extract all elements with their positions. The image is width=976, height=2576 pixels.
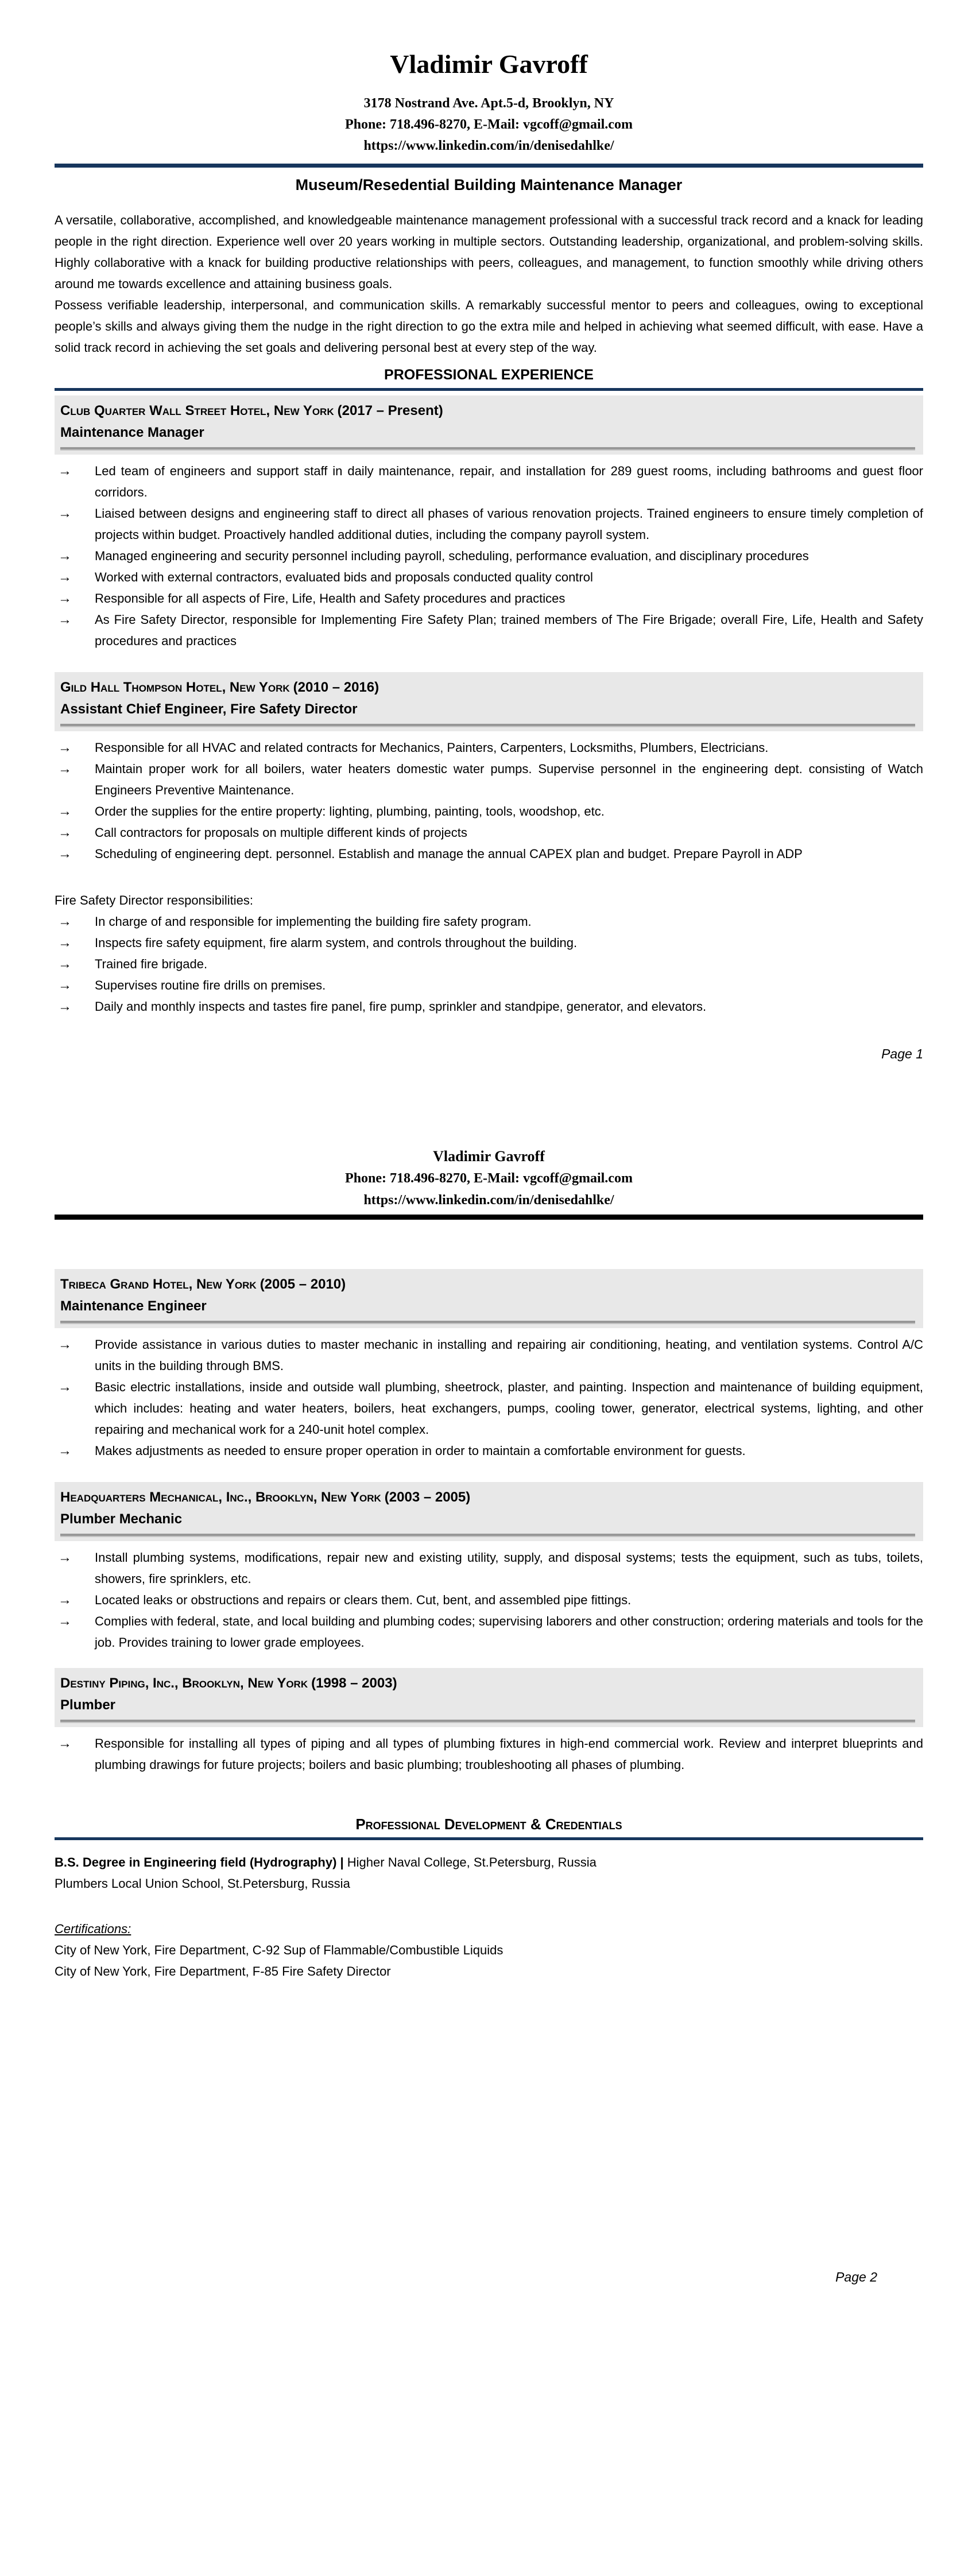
bullet-text: Inspects fire safety equipment, fire alarm system, and controls throughout the building. <box>95 936 578 950</box>
arrow-bullet-icon: → <box>58 977 72 993</box>
arrow-bullet-icon: → <box>58 1337 72 1352</box>
job-header-headquarters <box>55 1482 923 1541</box>
degree-bold: B.S. Degree in Engineering field (Hydrography) | <box>55 1855 344 1869</box>
arrow-bullet-icon: → <box>58 591 72 606</box>
arrow-bullet-icon: → <box>58 569 72 585</box>
list-item <box>55 1611 923 1653</box>
arrow-bullet-icon: → <box>58 761 72 777</box>
page2-header-divider <box>55 1215 923 1220</box>
arrow-bullet-icon: → <box>58 740 72 755</box>
list-item <box>55 953 923 975</box>
list-item <box>55 588 923 609</box>
job-company-line <box>60 1673 915 1694</box>
arrow-bullet-icon: → <box>58 612 72 627</box>
list-item <box>55 545 923 567</box>
arrow-bullet-icon: → <box>58 935 72 951</box>
list-item <box>55 911 923 932</box>
bullet-text: Daily and monthly inspects and tastes fire panel, fire pump, sprinkler and standpipe, generator, and elevators. <box>95 999 707 1014</box>
job-bullet-list <box>55 1547 923 1653</box>
job-header-rule <box>60 447 915 451</box>
arrow-bullet-icon: → <box>58 506 72 521</box>
page-title: Vladimir Gavroff <box>433 1148 545 1165</box>
page-number-footer: Page 2 <box>835 2269 877 2284</box>
list-item <box>55 1733 923 1775</box>
degree-school: Higher Naval College, St.Petersburg, Russia <box>343 1855 597 1869</box>
page2-contact-block <box>55 1146 923 1211</box>
summary-section <box>55 210 923 358</box>
bullet-text: Responsible for all aspects of Fire, Life, Health and Safety procedures and practices <box>95 591 566 606</box>
resume-document <box>0 51 976 2285</box>
job-title: Maintenance Manager <box>60 425 204 440</box>
certification-line: City of New York, Fire Department, F-85 Fire Safety Director <box>55 1964 391 1978</box>
summary-paragraph: A versatile, collaborative, accomplished, and knowledgeable maintenance management professional with a successful track record and a knack for leading people in the right direction. Experience well over 20 years working in multiple sectors. Outstanding leadership, organizational, and problem-solving skills. Highly collaborative with a knack for building productive relationships with peers, colleagues, and management, to function smoothly while driving others around me towards excellence and attaining business goals. <box>55 213 923 291</box>
job-title: Plumber Mechanic <box>60 1511 183 1527</box>
list-item <box>55 1440 923 1461</box>
list-item <box>55 1376 923 1440</box>
company-name: Tribeca Grand Hotel, New York <box>60 1277 257 1292</box>
bullet-text: Call contractors for proposals on multiple different kinds of projects <box>95 825 467 840</box>
linkedin-url: https://www.linkedin.com/in/denisedahlke/ <box>363 1193 614 1208</box>
arrow-bullet-icon: → <box>58 825 72 840</box>
job-title: Plumber <box>60 1697 116 1713</box>
bullet-text: Led team of engineers and support staff in daily maintenance, repair, and installation for 289 guest rooms, including bathrooms and guest floor corridors. <box>95 464 923 499</box>
linkedin-url: https://www.linkedin.com/in/denisedahlke/ <box>363 138 614 153</box>
job-company-line <box>60 677 915 699</box>
job-header-rule <box>60 1321 915 1324</box>
bullet-text: Responsible for all HVAC and related contracts for Mechanics, Painters, Carpenters, Locksmiths, Plumbers, Electricians. <box>95 740 769 755</box>
job-header-rule <box>60 1534 915 1537</box>
job-bullet-list <box>55 1733 923 1775</box>
contact-block <box>55 93 923 157</box>
section-heading-credentials: Professional Development & Credentials <box>355 1815 622 1833</box>
education-line: Plumbers Local Union School, St.Petersburg, Russia <box>55 1876 350 1891</box>
bullet-text: Complies with federal, state, and local building and plumbing codes; supervising laborers and other construction; ordering materials and tools for the job. Provides training to lower grade employees. <box>95 1614 923 1650</box>
fire-safety-responsibilities-label: Fire Safety Director responsibilities: <box>55 893 254 907</box>
list-item <box>55 567 923 588</box>
summary-paragraph: Possess verifiable leadership, interpersonal, and communication skills. A remarkably successful mentor to peers and colleagues, owing to exceptional people’s skills and always giving them the nudge in the right direction to go the extra mile and helped in achieving what seemed difficult, with ease. Have a solid track record in achieving the set goals and delivering personal best at every step of the way. <box>55 298 923 355</box>
arrow-bullet-icon: → <box>58 1379 72 1395</box>
job-bullet-list <box>55 460 923 651</box>
section-divider <box>55 1837 923 1840</box>
list-item <box>55 996 923 1017</box>
page-title: Vladimir Gavroff <box>390 49 588 79</box>
job-dates: (1998 – 2003) <box>311 1675 397 1691</box>
list-item <box>55 460 923 503</box>
arrow-bullet-icon: → <box>58 846 72 862</box>
job-title: Maintenance Engineer <box>60 1298 207 1314</box>
phone-email-line: Phone: 718.496-8270, E-Mail: vgcoff@gmail.com <box>345 1171 633 1186</box>
bullet-text: Worked with external contractors, evaluated bids and proposals conducted quality control <box>95 570 593 584</box>
job-header-rule <box>60 1720 915 1723</box>
list-item <box>55 503 923 545</box>
bullet-text: Scheduling of engineering dept. personnel. Establish and manage the annual CAPEX plan and budget. Prepare Payroll in ADP <box>95 847 803 861</box>
header-divider <box>55 164 923 168</box>
company-name: Headquarters Mechanical, Inc., Brooklyn, New York <box>60 1489 381 1505</box>
bullet-text: Trained fire brigade. <box>95 957 208 971</box>
job-header-tribeca <box>55 1269 923 1328</box>
bullet-text: Order the supplies for the entire property: lighting, plumbing, painting, tools, woodshop, etc. <box>95 804 605 818</box>
bullet-text: Makes adjustments as needed to ensure proper operation in order to maintain a comfortable environment for guests. <box>95 1444 746 1458</box>
job-header-rule <box>60 724 915 727</box>
education-line <box>55 1852 923 1873</box>
job-company-line <box>60 400 915 422</box>
job-target-subtitle: Museum/Resedential Building Maintenance Manager <box>295 176 683 193</box>
job-header-gild-hall <box>55 672 923 731</box>
arrow-bullet-icon: → <box>58 999 72 1014</box>
job-header-club-quarter <box>55 395 923 455</box>
company-name: Destiny Piping, Inc., Brooklyn, New York <box>60 1675 308 1691</box>
bullet-text: Provide assistance in various duties to master mechanic in installing and repairing air conditioning, heating, and ventilation systems. Control A/C units in the building through BMS. <box>95 1337 923 1373</box>
list-item <box>55 1589 923 1611</box>
bullet-text: Maintain proper work for all boilers, water heaters domestic water pumps. Supervise personnel in the engineering dept. consisting of Watch Engineers Preventive Maintenance. <box>95 762 923 797</box>
arrow-bullet-icon: → <box>58 1613 72 1629</box>
list-item <box>55 737 923 758</box>
list-item <box>55 1547 923 1589</box>
company-name: Club Quarter Wall Street Hotel, New York <box>60 403 334 418</box>
bullet-text: Located leaks or obstructions and repairs or clears them. Cut, bent, and assembled pipe fittings. <box>95 1593 632 1607</box>
arrow-bullet-icon: → <box>58 1550 72 1565</box>
list-item <box>55 1334 923 1376</box>
bullet-text: Liaised between designs and engineering staff to direct all phases of various renovation projects. Trained engineers to ensure timely completion of projects within budget. Proactively handled additional duties, including the company payroll system. <box>95 506 923 542</box>
job-bullet-list <box>55 737 923 864</box>
list-item <box>55 932 923 953</box>
bullet-text: Basic electric installations, inside and outside wall plumbing, sheetrock, plaster, and painting. Inspection and maintenance of building equipment, which includes: heating and water heaters, boilers, heat exchangers, pumps, cooling tower, generator, electrical systems, lighting, and other repairing and mechanical work for a 240-unit hotel complex. <box>95 1380 923 1437</box>
bullet-text: Supervises routine fire drills on premises. <box>95 978 326 992</box>
arrow-bullet-icon: → <box>58 804 72 819</box>
arrow-bullet-icon: → <box>58 956 72 972</box>
section-heading-experience: PROFESSIONAL EXPERIENCE <box>384 367 594 383</box>
fire-safety-bullet-list <box>55 911 923 1017</box>
job-dates: (2003 – 2005) <box>384 1489 471 1505</box>
job-dates: (2005 – 2010) <box>260 1277 346 1292</box>
certifications-label: Certifications: <box>55 1922 131 1936</box>
list-item <box>55 609 923 651</box>
company-name: Gild Hall Thompson Hotel, New York <box>60 680 290 695</box>
job-company-line <box>60 1274 915 1295</box>
bullet-text: In charge of and responsible for implementing the building fire safety program. <box>95 914 532 929</box>
list-item <box>55 758 923 801</box>
job-bullet-list <box>55 1334 923 1461</box>
list-item <box>55 801 923 822</box>
arrow-bullet-icon: → <box>58 1592 72 1608</box>
arrow-bullet-icon: → <box>58 1443 72 1458</box>
list-item <box>55 843 923 864</box>
job-dates: (2017 – Present) <box>337 403 443 418</box>
job-company-line <box>60 1487 915 1508</box>
page-number-footer: Page 1 <box>881 1046 923 1061</box>
phone-email-line: Phone: 718.496-8270, E-Mail: vgcoff@gmail.com <box>345 117 633 132</box>
job-header-destiny <box>55 1668 923 1727</box>
job-dates: (2010 – 2016) <box>293 680 379 695</box>
list-item <box>55 975 923 996</box>
arrow-bullet-icon: → <box>58 914 72 929</box>
certification-line: City of New York, Fire Department, C-92 Sup of Flammable/Combustible Liquids <box>55 1943 504 1957</box>
bullet-text: Responsible for installing all types of piping and all types of plumbing fixtures in high-end commercial work. Review and interpret blueprints and plumbing drawings for future projects; boilers and basic plumbing; troubleshooting all phases of plumbing. <box>95 1736 923 1772</box>
bullet-text: Install plumbing systems, modifications, repair new and existing utility, supply, and disposal systems; tests the equipment, such as tubs, toilets, showers, fire sprinklers, etc. <box>95 1550 923 1586</box>
section-divider <box>55 388 923 391</box>
bullet-text: As Fire Safety Director, responsible for Implementing Fire Safety Plan; trained members of The Fire Brigade; overall Fire, Life, Health and Safety procedures and practices <box>95 612 923 648</box>
bullet-text: Managed engineering and security personnel including payroll, scheduling, performance evaluation, and disciplinary procedures <box>95 549 809 563</box>
arrow-bullet-icon: → <box>58 1736 72 1751</box>
job-title: Assistant Chief Engineer, Fire Safety Director <box>60 701 358 717</box>
list-item <box>55 822 923 843</box>
address-line: 3178 Nostrand Ave. Apt.5-d, Brooklyn, NY <box>363 96 614 111</box>
arrow-bullet-icon: → <box>58 463 72 479</box>
arrow-bullet-icon: → <box>58 548 72 564</box>
